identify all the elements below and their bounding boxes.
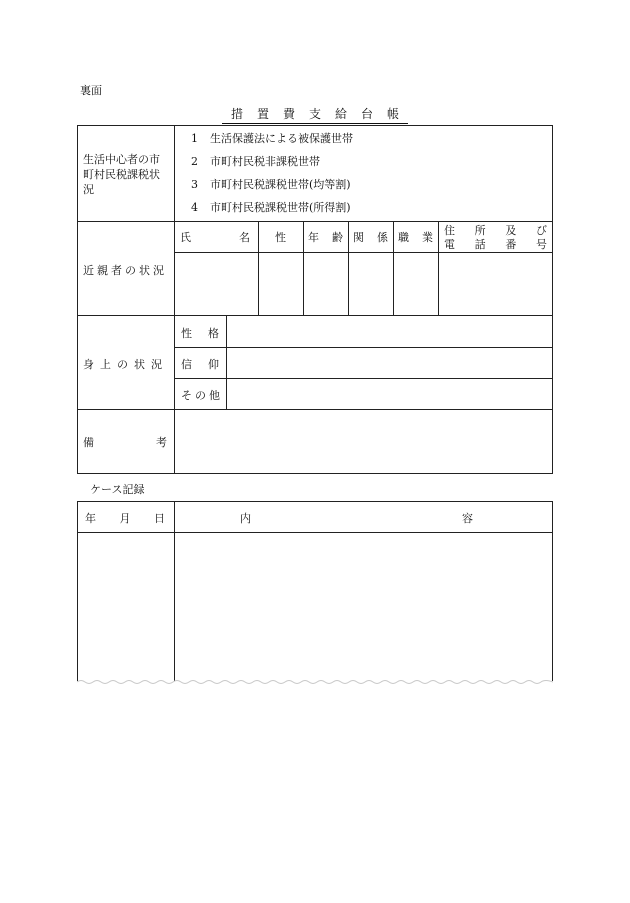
title-char: 台 — [361, 107, 374, 121]
column-divider — [393, 221, 394, 316]
column-divider — [348, 221, 349, 316]
list-item — [191, 176, 351, 192]
item-number: 4 — [191, 201, 198, 214]
header-char: 氏 — [180, 231, 191, 244]
section1-label-line: 況 — [83, 183, 94, 196]
date-header — [85, 510, 165, 526]
row-label-char: 性 — [181, 327, 192, 340]
title-char: 措 — [230, 107, 243, 121]
row-divider — [77, 315, 553, 316]
table-border-right — [552, 501, 553, 681]
case-record-title: ケース記録 — [90, 483, 145, 496]
title-char: 帳 — [387, 107, 400, 121]
header-char: 関 — [353, 231, 364, 244]
religion-label — [181, 356, 219, 372]
section1-label — [83, 152, 160, 197]
row-divider — [174, 252, 553, 253]
list-item — [191, 130, 353, 146]
header-char: 職 — [398, 231, 409, 244]
title-char: 費 — [282, 107, 295, 121]
sex-header: 性 — [275, 231, 286, 244]
item-text: 生活保護法による被保護世帯 — [210, 132, 353, 145]
section3-label: 身上の状況 — [83, 358, 168, 371]
relation-header — [353, 229, 388, 245]
row-divider — [174, 378, 553, 379]
section1-label-line: 町村民税課税状 — [83, 168, 160, 181]
table-border-right — [552, 125, 553, 474]
column-divider — [226, 315, 227, 410]
job-header — [398, 229, 433, 245]
header-char: 月 — [119, 512, 131, 525]
remarks-char: 備 — [83, 436, 94, 449]
section2-label: 近親者の状況 — [83, 264, 167, 277]
table-border-bottom — [77, 473, 553, 474]
header-char: 日 — [154, 512, 165, 525]
item-text: 市町村民税非課税世帯 — [210, 155, 320, 168]
item-number: 1 — [191, 132, 198, 145]
header-char: 住 — [444, 224, 455, 237]
row-label-char: 格 — [208, 327, 219, 340]
side-label: 裏面 — [80, 84, 102, 97]
table-border-top — [77, 501, 553, 502]
header-char: 齢 — [332, 231, 343, 244]
header-char: 年 — [308, 231, 319, 244]
header-divider — [77, 532, 553, 533]
table-border-top — [77, 125, 553, 126]
title-char: 支 — [308, 107, 321, 121]
label-column-divider — [174, 125, 175, 474]
title-char: 給 — [335, 107, 348, 121]
document-title — [0, 105, 630, 124]
item-number: 2 — [191, 155, 198, 168]
date-column-divider — [174, 501, 175, 681]
header-char: 号 — [535, 238, 547, 251]
column-divider — [303, 221, 304, 316]
row-divider — [77, 409, 553, 410]
header-char: 及 — [505, 224, 517, 237]
remarks-label — [83, 434, 167, 450]
list-item — [191, 153, 320, 169]
row-label-char: 仰 — [208, 358, 219, 371]
document-title-text — [222, 105, 408, 124]
address-header-line2 — [444, 236, 547, 252]
header-char: 業 — [422, 231, 433, 244]
table-border-left — [77, 501, 78, 681]
header-char: び — [535, 224, 547, 237]
header-char: 話 — [474, 238, 486, 251]
list-item — [191, 199, 351, 215]
header-char: 番 — [505, 238, 517, 251]
title-char: 置 — [256, 107, 269, 121]
item-number: 3 — [191, 178, 198, 191]
header-char: 電 — [444, 238, 455, 251]
table-border-left — [77, 125, 78, 474]
personality-label — [181, 325, 219, 341]
content-header-b: 容 — [462, 512, 473, 525]
item-text: 市町村民税課税世帯(均等割) — [210, 178, 351, 191]
name-header — [180, 229, 250, 245]
other-label: その他 — [181, 389, 223, 402]
header-char: 係 — [377, 231, 388, 244]
header-char: 年 — [85, 512, 96, 525]
content-header-a: 内 — [240, 512, 251, 525]
age-header — [308, 229, 343, 245]
header-char: 名 — [239, 231, 250, 244]
remarks-char: 考 — [156, 436, 167, 449]
row-label-char: 信 — [181, 358, 192, 371]
column-divider — [438, 221, 439, 316]
torn-edge — [77, 679, 553, 685]
header-char: 所 — [474, 224, 486, 237]
section1-label-line: 生活中心者の市 — [83, 153, 160, 166]
row-divider — [174, 347, 553, 348]
item-text: 市町村民税課税世帯(所得割) — [210, 201, 351, 214]
